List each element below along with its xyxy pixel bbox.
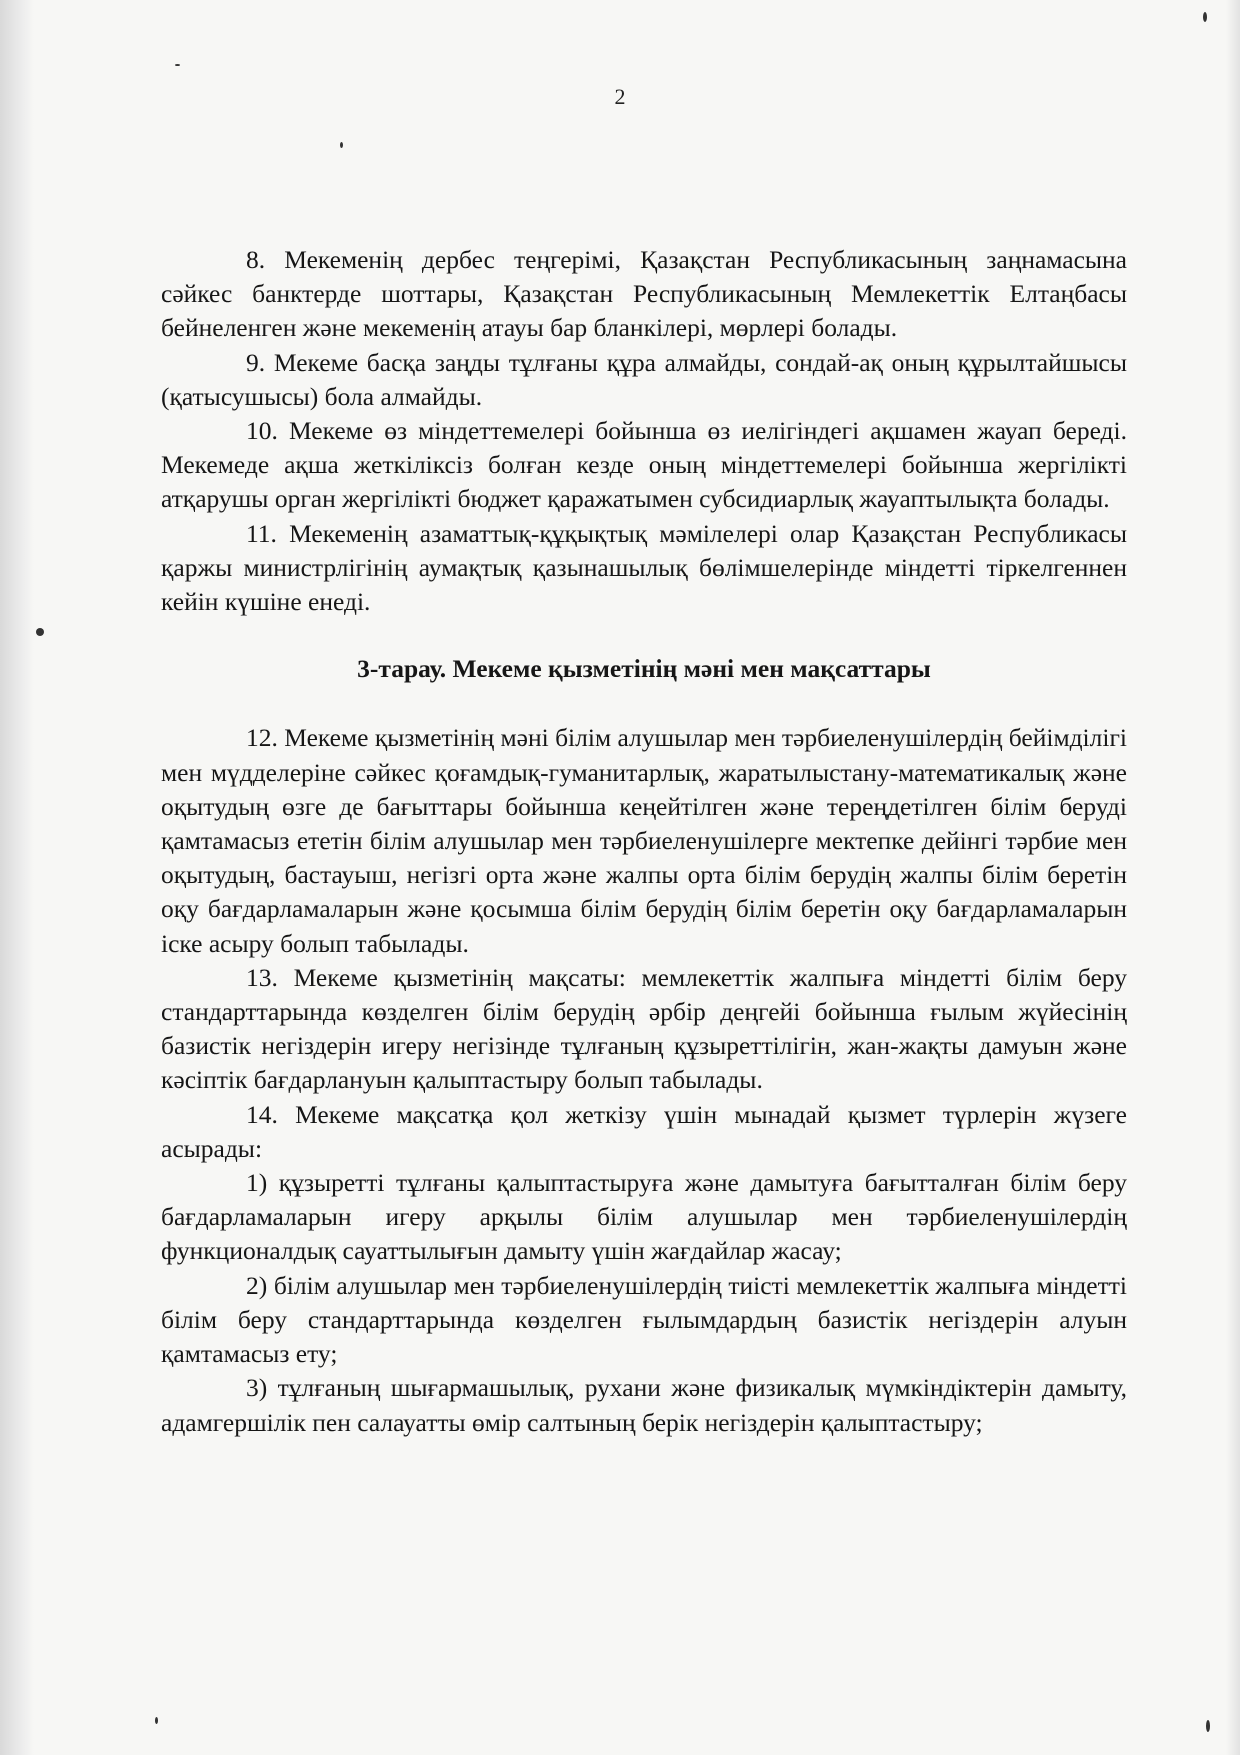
scan-speck [36, 628, 44, 636]
paragraph-11: 11. Мекеменің азаматтық-құқықтық мәмілелері олар Қазақстан Республикасы қаржы министрлігінің аумақтық қазынашылық бөлімшелерінде міндетті тіркелгеннен кейін күшіне енеді. [161, 518, 1127, 617]
paragraph-12: 12. Мекеме қызметінің мәні білім алушылар мен тәрбиеленушілердің бейімділігі мен мүдделеріне сәйкес қоғамдық-гуманитарлық, жаратылыстану-математикалық және оқытудың өзге де бағыттары бойынша кеңейтілген және тереңдетілген білім беруді қамтамасыз ететін білім алушылар мен тәрбиеленушілерге мектепке дейінгі тәрбие мен оқытудың, бастауыш, негізгі орта және жалпы орта білім берудің жалпы білім беретін оқу бағдарламаларын және қосымша білім берудің білім беретін оқу бағдарламаларын іске асыру болып табылады. [161, 723, 1127, 958]
section-heading: 3-тарау. Мекеме қызметінің мәні мен мақсаттары [357, 654, 931, 684]
paragraph-9: 9. Мекеме басқа заңды тұлғаны құра алмайды, сондай-ақ оның құрылтайшысы (қатысушысы) бола алмайды. [161, 347, 1127, 411]
scan-speck [1203, 12, 1207, 22]
paragraph-14: 14. Мекеме мақсатқа қол жеткізу үшін мынадай қызмет түрлерін жүзеге асырады: [161, 1099, 1127, 1163]
paragraph-8: 8. Мекеменің дербес теңгерімі, Қазақстан Республикасының заңнамасына сәйкес банктерде шоттары, Қазақстан Республикасының Мемлекеттік Елтаңбасы бейнеленген және мекеменің атауы бар бланкілері, мөрлері болады. [161, 245, 1127, 343]
scan-speck [155, 1717, 158, 1724]
list-item-1: 1) құзыретті тұлғаны қалыптастыруға және дамытуға бағытталған білім беру бағдарламаларын игеру арқылы білім алушылар мен тәрбиеленушілердің функционалдық сауаттылығын дамыту үшін жағдайлар жасау; [161, 1168, 1127, 1266]
scan-speck [1206, 1720, 1210, 1732]
list-item-3: 3) тұлғаның шығармашылық, рухани және физикалық мүмкіндіктерін дамыту, адамгершілік пен салауатты өмір салтының берік негіздерін қалыптастыру; [161, 1373, 1127, 1437]
paragraph-10: 10. Мекеме өз міндеттемелері бойынша өз иелігіндегі ақшамен жауап береді. Мекемеде ақша жеткіліксіз болған кезде оның міндеттемелері бойынша жергілікті атқарушы орган жергілікті бюджет қаражатымен субсидиарлық жауаптылықта болады. [161, 416, 1127, 514]
page-number: 2 [614, 84, 626, 109]
scan-speck [175, 64, 180, 66]
paragraph-13: 13. Мекеме қызметінің мақсаты: мемлекеттік жалпыға міндетті білім беру стандарттарында көзделген білім берудің әрбір деңгейі бойынша ғылым жүйесінің базистік негіздерін игеру негізінде тұлғаның құзыреттілігін, жан-жақты дамуын және кәсіптік бағдарлануын қалыптастыру болып табылады. [161, 962, 1127, 1095]
list-item-2: 2) білім алушылар мен тәрбиеленушілердің тиісті мемлекеттік жалпыға міндетті білім беру стандарттарында көзделген ғылымдардың базистік негіздерін алуын қамтамасыз ету; [161, 1270, 1127, 1369]
scan-left-edge-shadow [0, 0, 34, 1755]
scan-right-edge-shadow [1226, 0, 1240, 1755]
scan-speck [340, 142, 343, 148]
document-body [161, 243, 1127, 1440]
